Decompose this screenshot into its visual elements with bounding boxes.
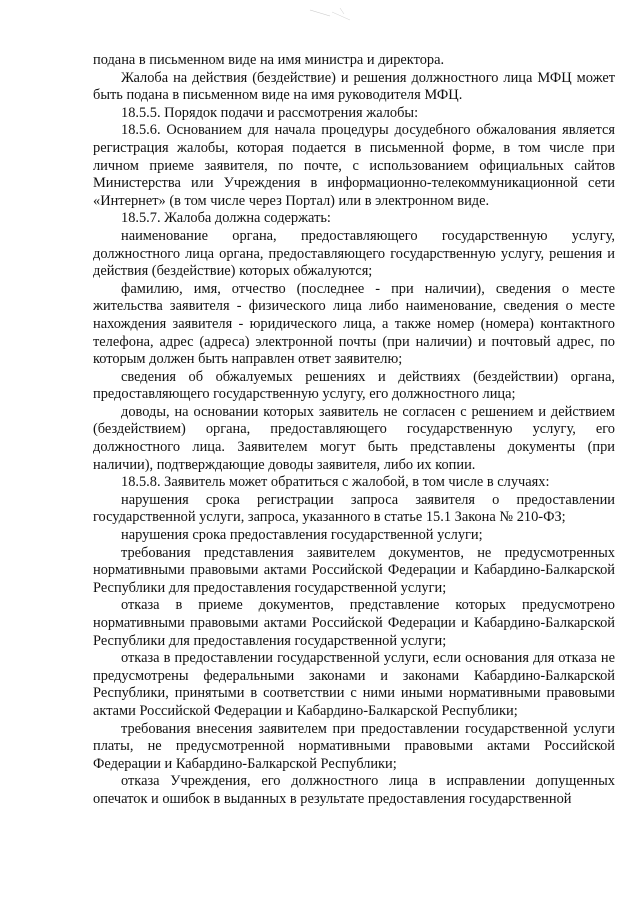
paragraph-18-5-8: 18.5.8. Заявитель может обратиться с жалобой, в том числе в случаях: — [121, 474, 550, 491]
paragraph-18-5-7: 18.5.7. Жалоба должна содержать: — [121, 210, 331, 227]
scan-artifact — [300, 6, 360, 26]
list-item-organ-name: наименование органа, предоставляющего государственную услугу, должностного лица органа, предоставляющего государственную услугу, решения и действия (бездействие) которых обжалуются; — [93, 227, 615, 280]
case-unlawful-payment: требования внесения заявителем при предоставлении государственной услуги платы, не предусмотренной нормативными правовыми актами Российской Федерации и Кабардино-Балкарской Республики; — [93, 720, 615, 772]
list-item-applicant-details: фамилию, имя, отчество (последнее - при наличии), сведения о месте жительства заявителя - физического лица либо наименование, сведения о месте нахождения заявителя - юридического лица, а также номер (номера) контактного телефона, адрес (адреса) электронной почты (при наличии) и почтовый адрес, по которым должен быть направлен ответ заявителю; — [93, 280, 615, 368]
list-item-arguments: доводы, на основании которых заявитель не согласен с решением и действием (бездействием) органа, предоставляющего государственную услугу, его должностного лица. Заявителем могут быть представлены документы (при наличии), подтверждающие доводы заявителя, либо их копии. — [93, 403, 615, 473]
paragraph-18-5-5: 18.5.5. Порядок подачи и рассмотрения жалобы: — [121, 104, 419, 121]
case-refusal-service: отказа в предоставлении государственной услуги, если основания для отказа не предусмотрены федеральными законами и законами Кабардино-Балкарской Республики, принятыми в соответствии с ними иными нормативными правовыми актами Российской Федерации и Кабардино-Балкарской Республики; — [93, 650, 615, 719]
paragraph-continuation: подана в письменном виде на имя министра и директора. — [93, 52, 445, 68]
list-item-appealed-decisions: сведения об обжалуемых решениях и действиях (бездействии) органа, предоставляющего государственную услугу, его должностного лица; — [93, 368, 615, 403]
paragraph-18-5-6: 18.5.6. Основанием для начала процедуры досудебного обжалования является регистрация жалобы, которая подается в письменной форме, в том числе при личном приеме заявителя, по почте, с использованием официальных сайтов Министерства или Учреждения в информационно-телекоммуникационной сети «Интернет» (в том числе через Портал) или в электронном виде. — [93, 122, 615, 209]
document-body — [93, 52, 615, 809]
case-service-deadline: нарушения срока предоставления государственной услуги; — [121, 527, 483, 544]
paragraph-mfc-complaint: Жалоба на действия (бездействие) и решения должностного лица МФЦ может быть подана в письменном виде на имя руководителя МФЦ. — [93, 69, 615, 104]
case-correction-refusal: отказа Учреждения, его должностного лица в исправлении допущенных опечаток и ошибок в выданных в результате предоставления государственной — [93, 773, 615, 807]
case-registration-deadline: нарушения срока регистрации запроса заявителя о предоставлении государственной услуги, запроса, указанного в статье 15.1 Закона № 210-ФЗ; — [93, 491, 615, 526]
case-extra-documents: требования представления заявителем документов, не предусмотренных нормативными правовыми актами Российской Федерации и Кабардино-Балкарской Республики для предоставления государственной услуги; — [93, 544, 615, 596]
case-refusal-acceptance: отказа в приеме документов, представление которых предусмотрено нормативными правовыми актами Российской Федерации и Кабардино-Балкарской Республики для предоставления государственной услуги; — [93, 597, 615, 649]
